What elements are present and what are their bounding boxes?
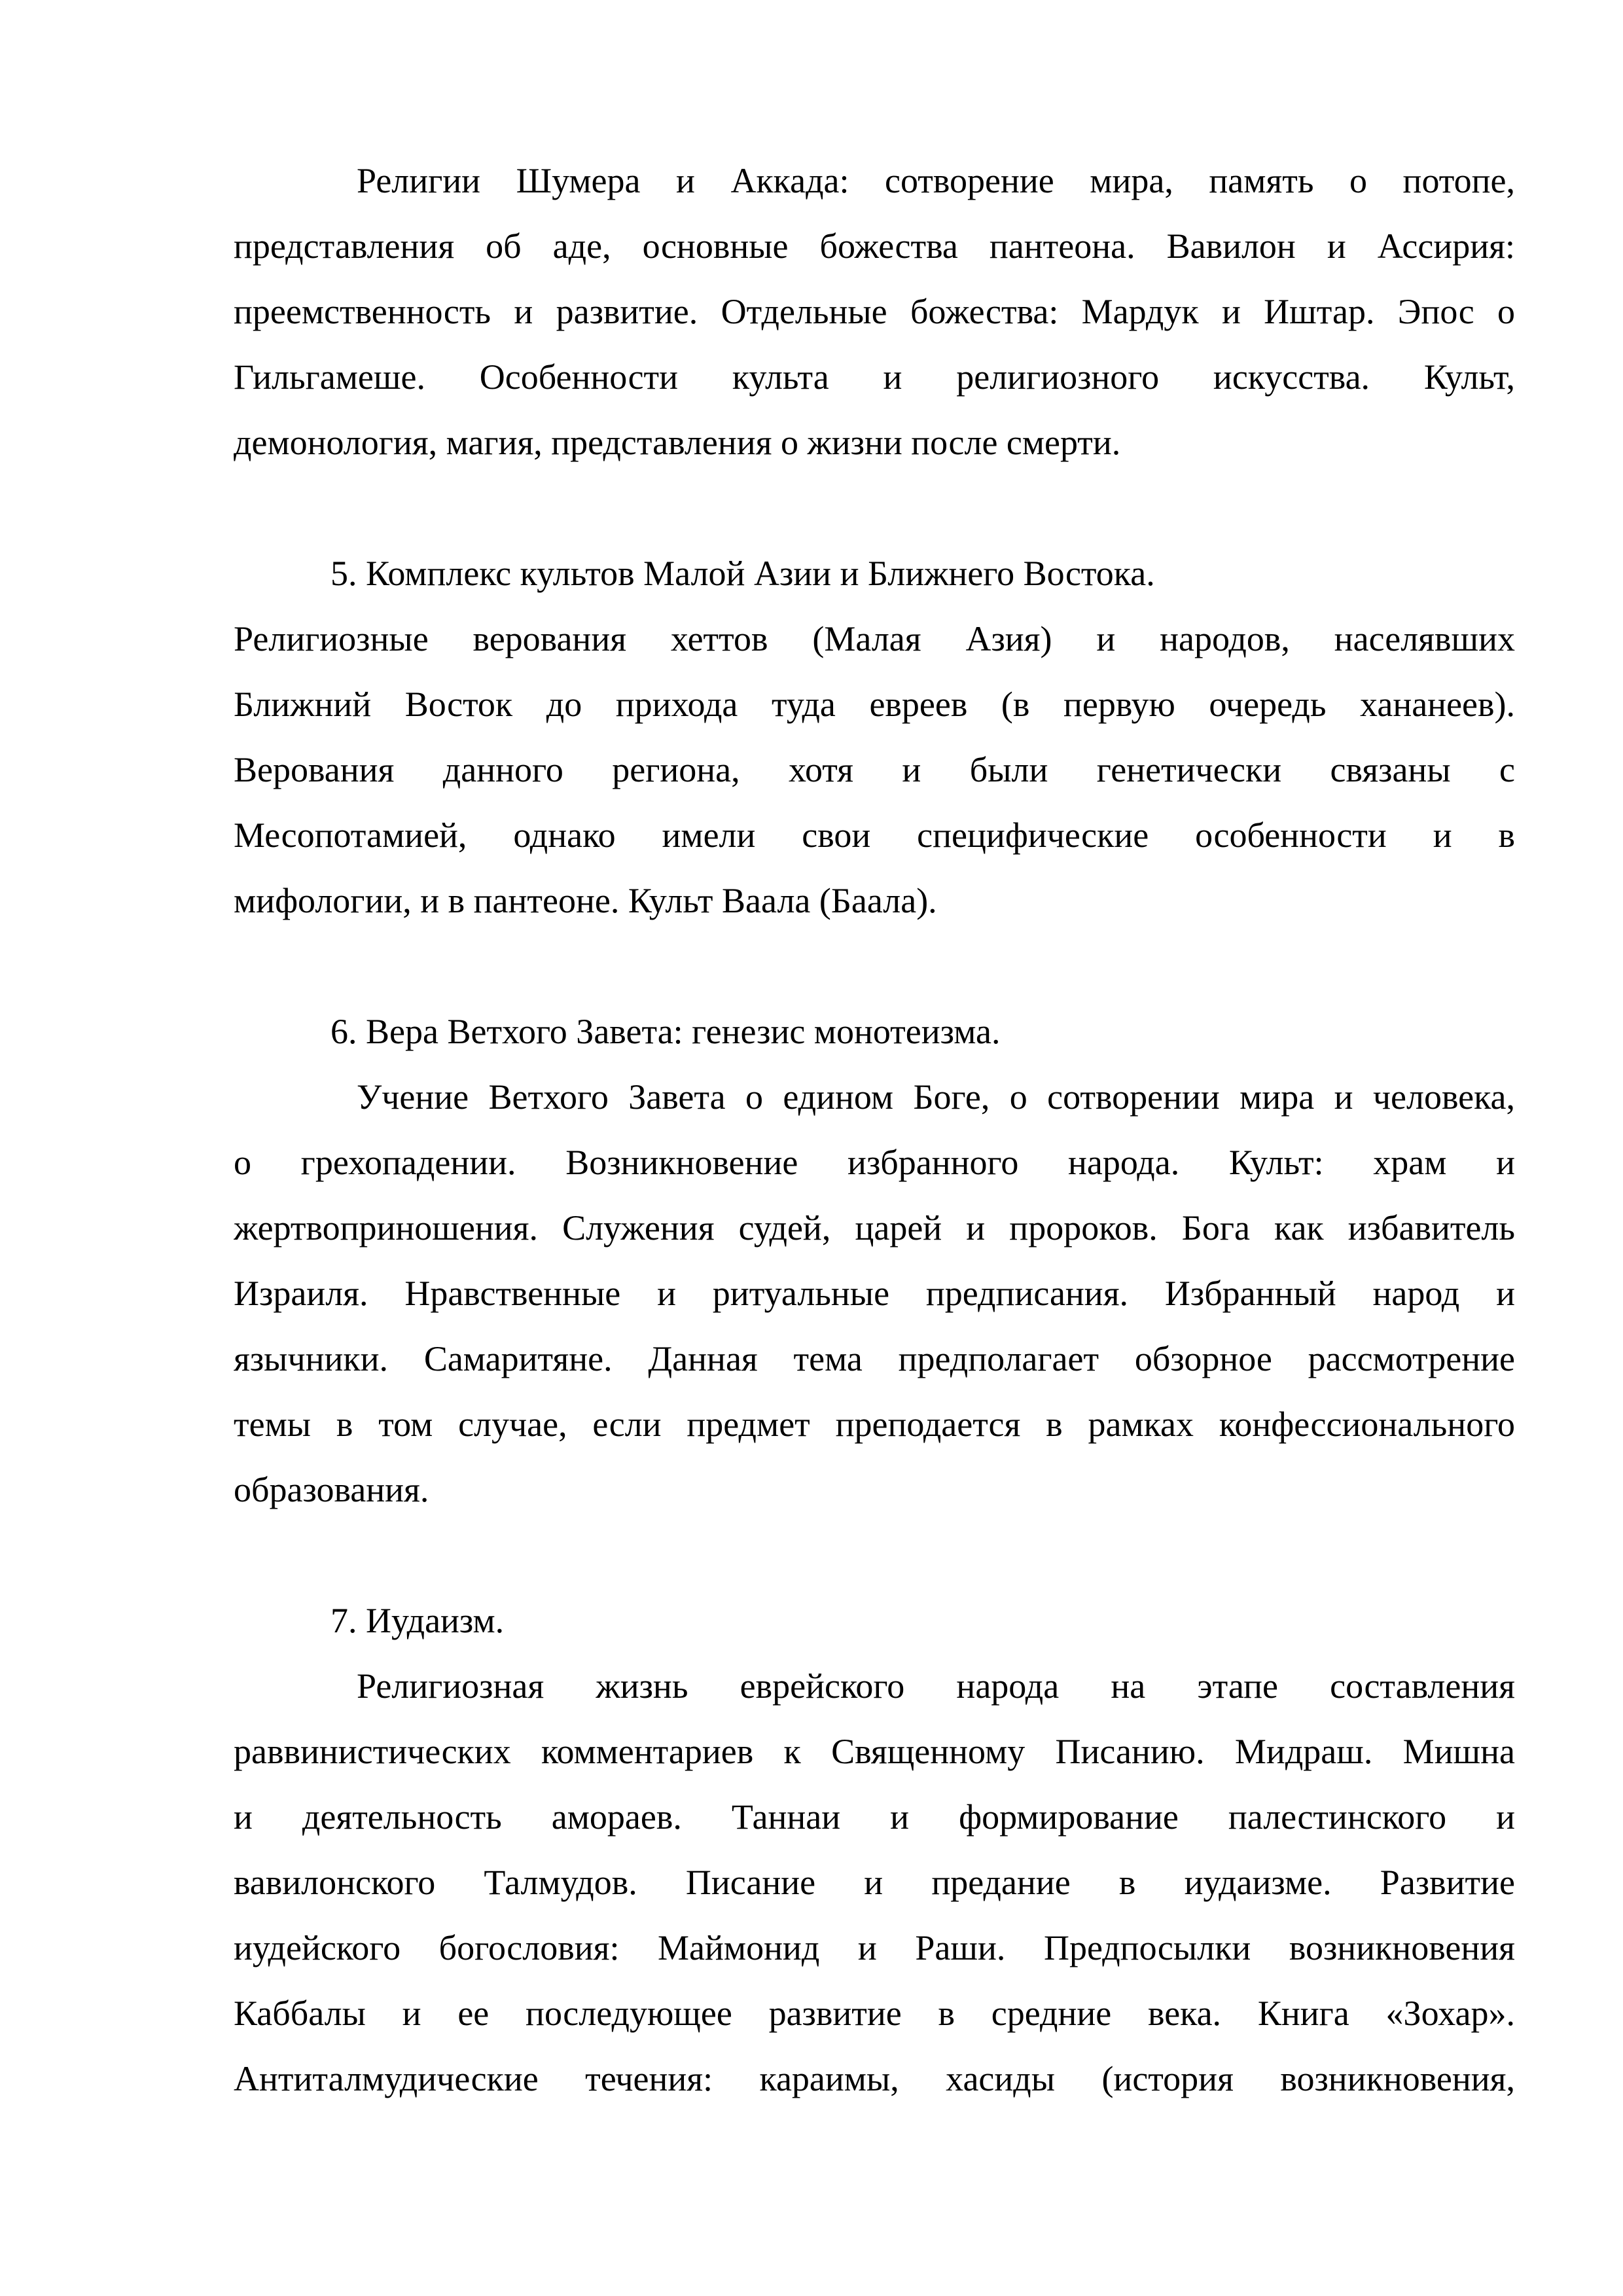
paragraph-line: темы в том случае, если предмет преподается в рамках конфессионального: [234, 1405, 1515, 1444]
paragraph-line: жертвоприношения. Служения судей, царей и пророков. Бога как избавитель: [234, 1208, 1515, 1247]
paragraph-line: образования.: [234, 1470, 429, 1509]
paragraph-line: Учение Ветхого Завета о едином Боге, о сотворении мира и человека,: [357, 1077, 1515, 1117]
paragraph-line: мифологии, и в пантеоне. Культ Ваала (Баала).: [234, 881, 937, 920]
paragraph-line: представления об аде, основные божества пантеона. Вавилон и Ассирия:: [234, 226, 1515, 266]
paragraph-line: преемственность и развитие. Отдельные божества: Мардук и Иштар. Эпос о: [234, 292, 1515, 331]
paragraph-line: Израиля. Нравственные и ритуальные предписания. Избранный народ и: [234, 1274, 1515, 1313]
paragraph-line: Месопотамией, однако имели свои специфические особенности и в: [234, 816, 1515, 855]
paragraph-line: Антиталмудические течения: караимы, хасиды (история возникновения,: [234, 2059, 1515, 2098]
paragraph-line: Каббалы и ее последующее развитие в средние века. Книга «Зохар».: [234, 1994, 1515, 2033]
paragraph-line: Религии Шумера и Аккада: сотворение мира, память о потопе,: [357, 161, 1515, 200]
section-heading-7: 7. Иудаизм.: [330, 1601, 505, 1640]
section-heading-6: 6. Вера Ветхого Завета: генезис монотеизма.: [330, 1012, 1001, 1051]
paragraph-line: Религиозные верования хеттов (Малая Азия) и народов, населявших: [234, 619, 1515, 658]
section-heading-5: 5. Комплекс культов Малой Азии и Ближнего Востока.: [330, 554, 1155, 593]
paragraph-line: о грехопадении. Возникновение избранного народа. Культ: храм и: [234, 1143, 1515, 1182]
paragraph-line: язычники. Самаритяне. Данная тема предполагает обзорное рассмотрение: [234, 1339, 1515, 1378]
paragraph-line: демонология, магия, представления о жизни после смерти.: [234, 423, 1121, 462]
paragraph-line: Ближний Восток до прихода туда евреев (в первую очередь хананеев).: [234, 685, 1515, 724]
paragraph-line: раввинистических комментариев к Священному Писанию. Мидраш. Мишна: [234, 1732, 1515, 1771]
paragraph-line: Гильгамеше. Особенности культа и религиозного искусства. Культ,: [234, 357, 1515, 397]
paragraph-line: Религиозная жизнь еврейского народа на этапе составления: [357, 1666, 1515, 1706]
paragraph-line: и деятельность амораев. Таннаи и формирование палестинского и: [234, 1797, 1515, 1837]
paragraph-line: Верования данного региона, хотя и были генетически связаны с: [234, 750, 1515, 789]
paragraph-line: иудейского богословия: Маймонид и Раши. Предпосылки возникновения: [234, 1928, 1515, 1967]
paragraph-line: вавилонского Талмудов. Писание и предание в иудаизме. Развитие: [234, 1863, 1515, 1902]
